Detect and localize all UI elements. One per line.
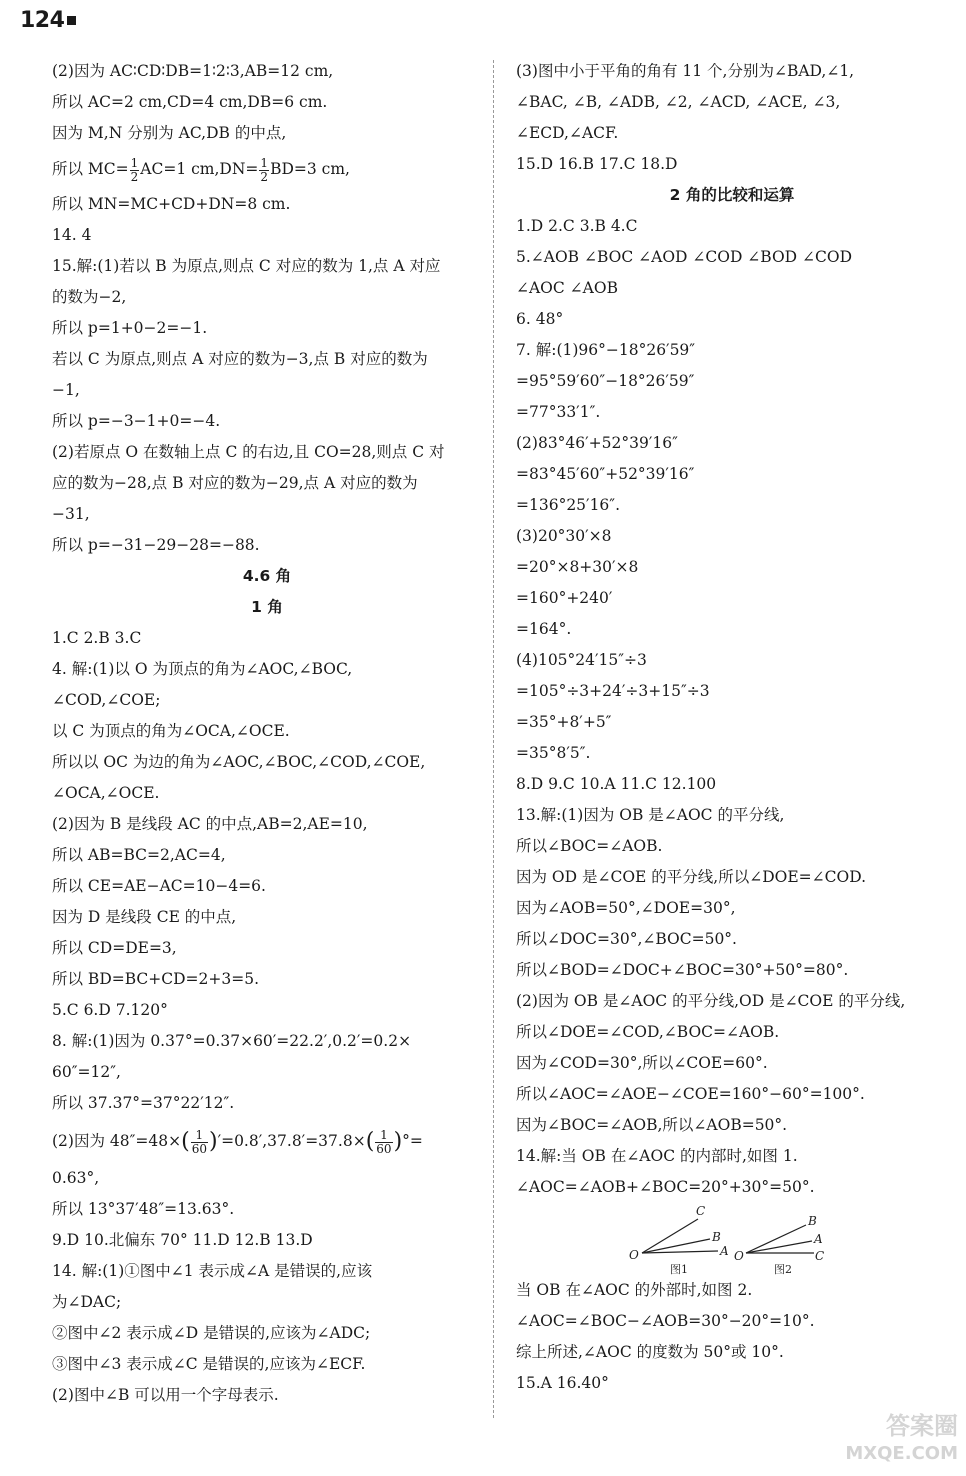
- label-c2: C: [815, 1249, 825, 1263]
- text-line: 因为∠COD=30°,所以∠COE=60°.: [516, 1054, 768, 1072]
- text-line: 13.解:(1)因为 OB 是∠AOC 的平分线,: [516, 806, 785, 824]
- text-line: 8. 解:(1)因为 0.37°=0.37×60′=22.2′,0.2′=0.2×: [52, 1032, 412, 1050]
- text-line: ∠BAC, ∠B, ∠ADB, ∠2, ∠ACD, ∠ACE, ∠3,: [516, 93, 841, 111]
- fraction-line-post: °=: [402, 1132, 423, 1150]
- text-line: 当 OB 在∠AOC 的外部时,如图 2.: [516, 1281, 753, 1299]
- fraction-denominator: 60: [376, 1141, 392, 1156]
- fraction-numerator: 1: [191, 1129, 208, 1143]
- caption-fig2: 图2: [774, 1263, 792, 1275]
- text-line: (2)因为 OB 是∠AOC 的平分线,OD 是∠COE 的平分线,: [516, 992, 906, 1010]
- text-line: ∠AOC=∠BOC−∠AOB=30°−20°=10°.: [516, 1312, 815, 1330]
- label-a: A: [720, 1244, 729, 1258]
- text-line: 所以 37.37°=37°22′12″.: [52, 1094, 235, 1112]
- text-line: ∠ECD,∠ACF.: [516, 124, 619, 142]
- label-a2: A: [814, 1232, 823, 1246]
- text-line: 因为 D 是线段 CE 的中点,: [52, 908, 237, 926]
- watermark: [845, 1412, 958, 1468]
- text-line: 所以 MN=MC+CD+DN=8 cm.: [52, 195, 291, 213]
- text-line: 因为∠BOC=∠AOB,所以∠AOB=50°.: [516, 1116, 788, 1134]
- text-line: 所以∠BOC=∠AOB.: [516, 837, 663, 855]
- section-title: 2 角的比较和运算: [669, 186, 795, 204]
- text-line: 1.D 2.C 3.B 4.C: [516, 217, 638, 235]
- right-column: [516, 56, 948, 1399]
- text-line: 7. 解:(1)96°−18°26′59″: [516, 341, 696, 359]
- text-line: 以 C 为顶点的角为∠OCA,∠OCE.: [52, 722, 290, 740]
- figure-2: [746, 1225, 814, 1253]
- fraction-denominator: 2: [260, 169, 269, 184]
- text-line: 14. 解:(1)①图中∠1 表示成∠A 是错误的,应该: [52, 1262, 373, 1280]
- text-line: 所以∠DOE=∠COD,∠BOC=∠AOB.: [516, 1023, 780, 1041]
- page-number: 124: [20, 8, 76, 33]
- text-line: 60″=12″,: [52, 1063, 121, 1081]
- text-line: (2)若原点 O 在数轴上点 C 的右边,且 CO=28,则点 C 对: [52, 443, 445, 461]
- fraction-denominator: 2: [130, 169, 139, 184]
- text-line: 15.D 16.B 17.C 18.D: [516, 155, 678, 173]
- fraction-numerator: 1: [260, 155, 269, 170]
- text-line: =77°33′1″.: [516, 403, 601, 421]
- text-line: 8.D 9.C 10.A 11.C 12.100: [516, 775, 717, 793]
- fraction-line-pre: (2)因为 48″=48×: [52, 1132, 182, 1150]
- text-line: =164°.: [516, 620, 572, 638]
- text-line: 的数为−2,: [52, 288, 127, 306]
- ray-ob2: [746, 1225, 806, 1253]
- fraction-line-mid: ′=0.8′,37.8′=37.8×: [217, 1132, 366, 1150]
- fraction: [130, 157, 140, 184]
- fraction: [259, 157, 269, 184]
- text-line: (2)图中∠B 可以用一个字母表示.: [52, 1386, 279, 1404]
- text-line: 所以 p=1+0−2=−1.: [52, 319, 208, 337]
- text-line: =35°8′5″.: [516, 744, 591, 762]
- fraction-line-pre: 所以 MC=: [52, 160, 129, 178]
- text-line: 为∠DAC;: [52, 1293, 122, 1311]
- text-line: =160°+240′: [516, 589, 613, 607]
- text-line: 综上所述,∠AOC 的度数为 50°或 10°.: [516, 1343, 784, 1361]
- left-column: [52, 56, 482, 1411]
- fraction-line: (2)因为 48″=48×( $\frac{1}{60}$ )′=0.8′,37.8′=37.8×( $\frac{1}{60}$ )°=: [52, 1127, 423, 1156]
- text-line: 所以 13°37′48″=13.63°.: [52, 1200, 235, 1218]
- ray-oa2: [746, 1241, 812, 1253]
- fraction-line-post: BD=3 cm,: [270, 160, 350, 178]
- text-line: 所以∠BOD=∠DOC+∠BOC=30°+50°=80°.: [516, 961, 849, 979]
- text-line: 5.∠AOB ∠BOC ∠AOD ∠COD ∠BOD ∠COD: [516, 248, 853, 266]
- section-title: 4.6 角: [242, 567, 292, 585]
- text-line: 14.解:当 OB 在∠AOC 的内部时,如图 1.: [516, 1147, 798, 1165]
- text-line: −1,: [52, 381, 80, 399]
- text-line: 14. 4: [52, 226, 92, 244]
- figure-1: [642, 1219, 718, 1253]
- text-line: 应的数为−28,点 B 对应的数为−29,点 A 对应的数为: [52, 474, 418, 492]
- text-line: (2)因为 B 是线段 AC 的中点,AB=2,AE=10,: [52, 815, 368, 833]
- text-line: 所以以 OC 为边的角为∠AOC,∠BOC,∠COD,∠COE,: [52, 753, 426, 771]
- label-o: O: [629, 1248, 639, 1262]
- text-line: 1.C 2.B 3.C: [52, 629, 142, 647]
- text-line: =83°45′60″+52°39′16″: [516, 465, 695, 483]
- text-line: 所以 CD=DE=3,: [52, 939, 177, 957]
- text-line: =20°×8+30′×8: [516, 558, 639, 576]
- column-divider: [493, 60, 494, 1418]
- text-line: (2)83°46′+52°39′16″: [516, 434, 678, 452]
- text-line: 5.C 6.D 7.120°: [52, 1001, 168, 1019]
- label-b2: B: [808, 1214, 817, 1228]
- text-line: 所以 CE=AE−AC=10−4=6.: [52, 877, 266, 895]
- text-line: 所以 BD=BC+CD=2+3=5.: [52, 970, 260, 988]
- text-line: =95°59′60″−18°26′59″: [516, 372, 695, 390]
- fraction-line: [52, 149, 482, 189]
- label-b: B: [712, 1230, 721, 1244]
- text-line: 所以 AB=BC=2,AC=4,: [52, 846, 226, 864]
- text-line: 15.解:(1)若以 B 为原点,则点 C 对应的数为 1,点 A 对应: [52, 257, 441, 275]
- text-line: 6. 48°: [516, 310, 564, 328]
- angle-figures: [516, 1203, 948, 1275]
- text-line: ∠OCA,∠OCE.: [52, 784, 160, 802]
- label-c: C: [696, 1204, 706, 1218]
- text-line: 因为 M,N 分别为 AC,DB 的中点,: [52, 124, 287, 142]
- fraction: [191, 1129, 208, 1156]
- text-line: =105°÷3+24′÷3+15″÷3: [516, 682, 710, 700]
- fraction-line-mid: AC=1 cm,DN=: [140, 160, 259, 178]
- text-line: ∠AOC ∠AOB: [516, 279, 618, 297]
- text-line: 9.D 10.北偏东 70° 11.D 12.B 13.D: [52, 1231, 313, 1249]
- ray-oc: [642, 1219, 698, 1253]
- text-line: ③图中∠3 表示成∠C 是错误的,应该为∠ECF.: [52, 1355, 366, 1373]
- text-line: 所以∠AOC=∠AOE−∠COE=160°−60°=100°.: [516, 1085, 865, 1103]
- text-line: 所以 p=−3−1+0=−4.: [52, 412, 221, 430]
- watermark-line: 答案圈: [886, 1412, 958, 1440]
- text-line: 所以 p=−31−29−28=−88.: [52, 536, 260, 554]
- text-line: 所以 AC=2 cm,CD=4 cm,DB=6 cm.: [52, 93, 328, 111]
- text-line: ∠COD,∠COE;: [52, 691, 161, 709]
- fraction-numerator: 1: [375, 1129, 392, 1143]
- fraction-denominator: 60: [191, 1141, 207, 1156]
- angle-diagram: [624, 1203, 844, 1275]
- text-line: (2)因为 AC∶CD∶DB=1∶2∶3,AB=12 cm,: [52, 62, 334, 80]
- watermark-url: MXQE.COM: [845, 1443, 958, 1464]
- text-line: 15.A 16.40°: [516, 1374, 609, 1392]
- fraction-numerator: 1: [130, 155, 139, 170]
- ray-oa: [642, 1251, 718, 1253]
- text-line: −31,: [52, 505, 90, 523]
- text-line: (4)105°24′15″÷3: [516, 651, 647, 669]
- caption-fig1: 图1: [670, 1263, 688, 1275]
- text-line: ②图中∠2 表示成∠D 是错误的,应该为∠ADC;: [52, 1324, 371, 1342]
- text-line: 因为∠AOB=50°,∠DOE=30°,: [516, 899, 736, 917]
- text-line: (3)20°30′×8: [516, 527, 612, 545]
- fraction: [375, 1129, 392, 1156]
- text-line: =35°+8′+5″: [516, 713, 612, 731]
- text-line: 若以 C 为原点,则点 A 对应的数为−3,点 B 对应的数为: [52, 350, 428, 368]
- text-line: 因为 OD 是∠COE 的平分线,所以∠DOE=∠COD.: [516, 868, 866, 886]
- label-o2: O: [734, 1249, 744, 1263]
- text-line: 4. 解:(1)以 O 为顶点的角为∠AOC,∠BOC,: [52, 660, 353, 678]
- subsection-title: 1 角: [251, 598, 283, 616]
- text-line: 0.63°,: [52, 1169, 100, 1187]
- text-line: (3)图中小于平角的角有 11 个,分别为∠BAD,∠1,: [516, 62, 855, 80]
- text-line: =136°25′16″.: [516, 496, 621, 514]
- text-line: ∠AOC=∠AOB+∠BOC=20°+30°=50°.: [516, 1178, 815, 1196]
- text-line: 所以∠DOC=30°,∠BOC=50°.: [516, 930, 737, 948]
